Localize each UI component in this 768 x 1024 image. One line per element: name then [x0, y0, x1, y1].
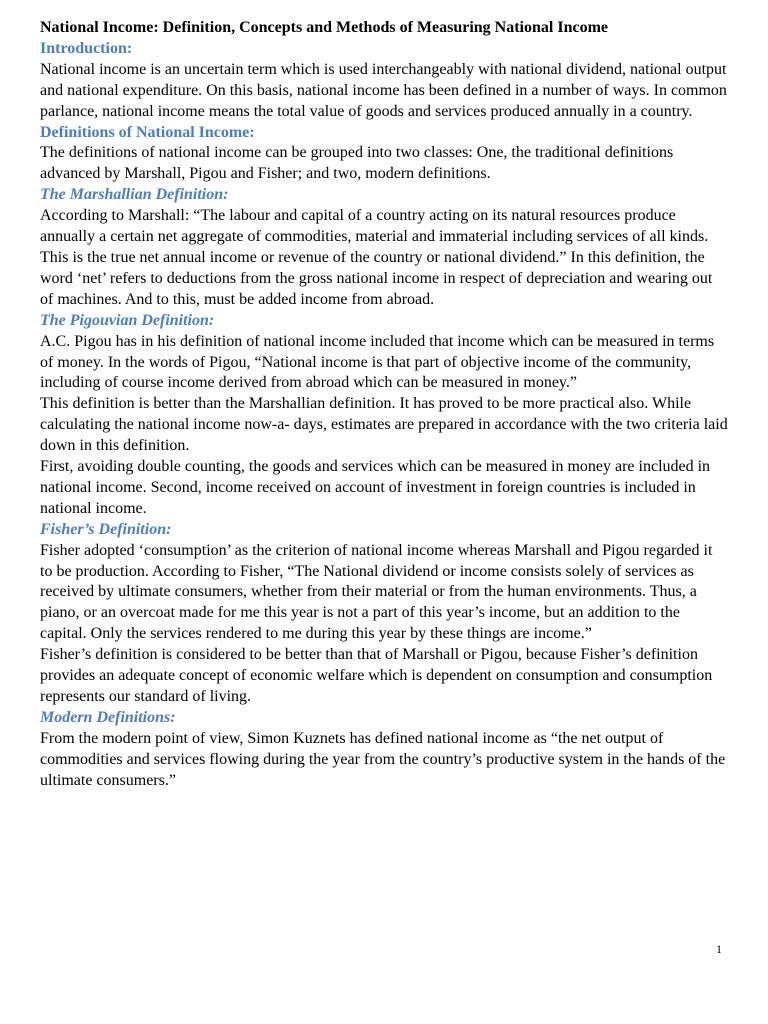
heading-introduction: Introduction: [40, 39, 133, 57]
paragraph-pigouvian-2: This definition is better than the Marshallian definition. It has proved to be more practical also. While calculating the national income now-a- days, estimates are prepared in accordance with the two criteria laid down in this definition. [40, 395, 728, 455]
paragraph-fisher-2: Fisher’s definition is considered to be better than that of Marshall or Pigou, because Fisher’s definition provides an adequate concept of economic welfare which is dependent on consumption and consumption represents our standard of living. [40, 646, 713, 705]
document-page [40, 18, 728, 792]
heading-pigouvian: The Pigouvian Definition: [40, 311, 215, 329]
paragraph-definitions: The definitions of national income can be grouped into two classes: One, the traditional definitions advanced by Marshall, Pigou and Fisher; and two, modern definitions. [40, 144, 674, 183]
paragraph-introduction: National income is an uncertain term which is used interchangeably with national dividend, national output and national expenditure. On this basis, national income has been defined in a number of ways. In common parlance, national income means the total value of goods and services produced annually in a country. [40, 60, 727, 120]
heading-definitions: Definitions of National Income: [40, 123, 255, 141]
page-number: 1 [716, 942, 722, 956]
document-title: National Income: Definition, Concepts and Methods of Measuring National Income [40, 19, 608, 36]
paragraph-marshallian: According to Marshall: “The labour and capital of a country acting on its natural resources produce annually a certain net aggregate of commodities, material and immaterial including services of all kinds. This is the true net annual income or revenue of the country or national dividend.” In this definition, the word ‘net’ refers to deductions from the gross national income in respect of depreciation and wearing out of machines. And to this, must be added income from abroad. [40, 207, 713, 308]
paragraph-fisher-1: Fisher adopted ‘consumption’ as the criterion of national income whereas Marshall and Pigou regarded it to be production. According to Fisher, “The National dividend or income consists solely of services as received by ultimate consumers, whether from their material or from the human environments. Thus, a piano, or an overcoat made for me this year is not a part of this year’s income, but an addition to the capital. Only the services rendered to me during this year by these things are income.” [40, 541, 713, 643]
heading-marshallian: The Marshallian Definition: [40, 186, 229, 204]
paragraph-pigouvian-1: A.C. Pigou has in his definition of national income included that income which can be measured in terms of money. In the words of Pigou, “National income is that part of objective income of the community, including of course income derived from abroad which can be measured in money.” [40, 332, 715, 392]
paragraph-pigouvian-3: First, avoiding double counting, the goods and services which can be measured in money are included in national income. Second, income received on account of investment in foreign countries is included in national income. [40, 458, 711, 517]
paragraph-modern: From the modern point of view, Simon Kuznets has defined national income as “the net output of commodities and services flowing during the year from the country’s productive system in the hands of the ultimate consumers.” [40, 729, 726, 789]
heading-fisher: Fisher’s Definition: [40, 520, 172, 538]
heading-modern: Modern Definitions: [40, 708, 176, 726]
